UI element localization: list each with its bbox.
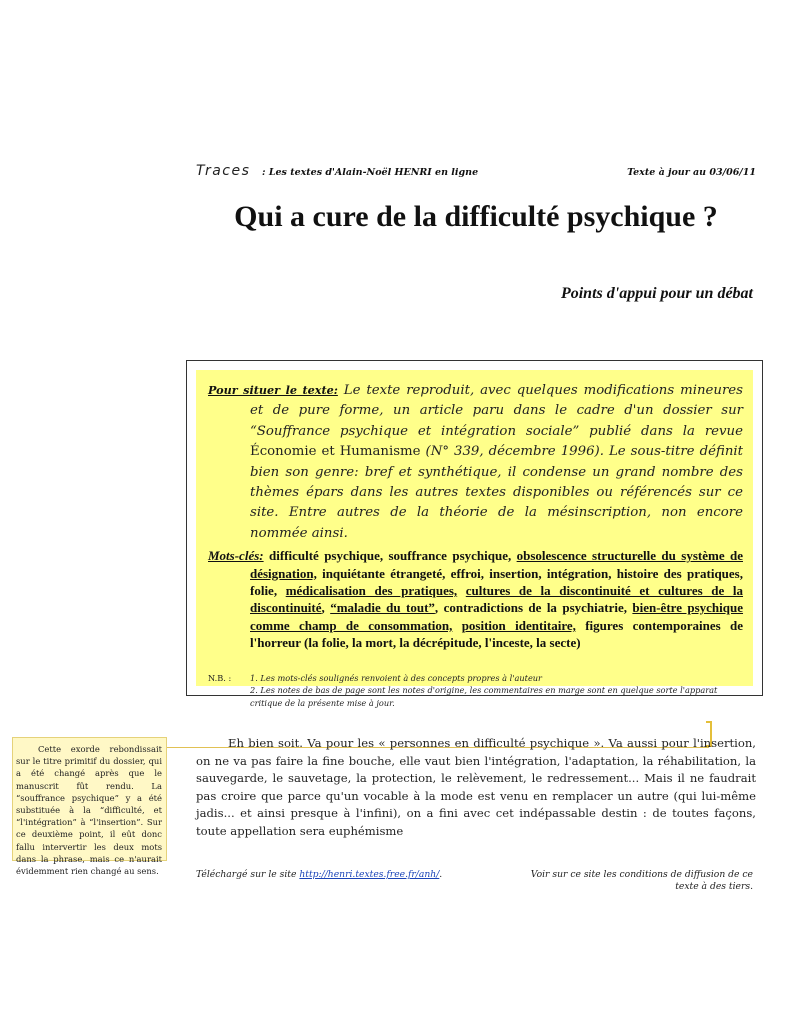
situation-label: Pour situer le texte: — [208, 383, 338, 397]
nb-text — [250, 672, 743, 710]
keywords-text — [452, 618, 461, 633]
footer-download — [196, 869, 442, 880]
nb-note-1: 1. Les mots-clés soulignés renvoient à des concepts propres à l'auteur — [250, 672, 542, 683]
page-header — [196, 163, 756, 183]
keyword-concept: obsolescence structurelle du système de désignation, — [250, 548, 743, 581]
margin-comment[interactable] — [12, 737, 167, 877]
situation-text-b: (N° 339, décembre 1996). Le sous-titre définit bien son genre: bref et synthétique, il condense un grand nombre des thèmes épars dans les autres textes disponibles ou référencés sur ce site. Entre autres de la théorie de la mésinscription, non encore nommée ainsi. — [250, 444, 743, 541]
keyword-concept: bien-être psychique comme champ de consommation, — [250, 600, 744, 633]
margin-comment-text: Cette exorde rebondissait sur le titre primitif du dossier, qui a été changé après que le manuscrit fût rendu. La “souffrance psychique” y a été substituée à la “difficulté, et “l'intégration” à “l'insertion”. Sur ce deuxième point, il eût donc fallu intervertir les deux mots dans la phrase, mais ce n'aurait évidemment rien changé au sens. — [16, 744, 162, 877]
keyword-concept: position identitaire, — [461, 617, 576, 633]
page-title: Qui a cure de la difficulté psychique ? — [234, 200, 718, 233]
keywords-label: Mots-clés: — [208, 548, 264, 564]
nb-note-2: 2. Les notes de bas de page sont les notes d'origine, les commentaires en marge sont en quelque sorte l'apparat critique de la présente mise à jour. — [250, 685, 718, 708]
situation-text — [250, 383, 743, 541]
keywords-text: , — [321, 600, 331, 616]
site-link[interactable]: http://henri.textes.free.fr/anh/ — [299, 869, 440, 880]
keywords-paragraph — [208, 547, 743, 651]
summary-box — [186, 360, 763, 708]
nb-notes — [208, 672, 743, 710]
keyword-concept: médicalisation des pratiques, — [285, 583, 458, 599]
page-subtitle: Points d'appui pour un débat — [560, 285, 753, 302]
keywords-text: , contradictions de la psychiatrie, — [434, 600, 633, 616]
header-date: Texte à jour au 03/06/11 — [627, 167, 756, 178]
keywords-text: difficulté psychique, souffrance psychique, — [263, 548, 517, 564]
nb-label: N.B. : — [208, 672, 232, 683]
keywords-text: figures contemporaines de l'horreur (la folie, la mort, la décrépitude, l'inceste, la secte) — [250, 617, 743, 651]
revue-name: Économie et Humanisme — [250, 444, 421, 460]
situation-paragraph — [208, 380, 743, 544]
keyword-concept: cultures de la discontinuité et cultures de la discontinuité — [250, 583, 744, 616]
footer-download-text: Téléchargé sur le site — [196, 869, 300, 880]
situation-text-a: Le texte reproduit, avec quelques modifications mineures et de pure forme, un article paru dans le cadre d'un dossier sur “Souffrance psychique et intégration sociale” publié dans la revue — [250, 383, 743, 439]
keywords-text — [457, 583, 466, 598]
keywords-text: inquiétante étrangeté, effroi, insertion, intégration, histoire des pratiques, folie, — [250, 565, 743, 599]
header-subtitle: : Les textes d'Alain-Noël HENRI en ligne — [262, 167, 479, 178]
brand-logo-text: Traces — [196, 163, 251, 179]
footer-conditions: Voir sur ce site les conditions de diffusion de ce texte à des tiers. — [530, 869, 753, 892]
keyword-concept: “maladie du tout” — [330, 600, 435, 616]
body-paragraph: Eh bien soit. Va pour les « personnes en difficulté psychique ». Va aussi pour l'insertion, on ne va pas faire la fine bouche, elle vaut bien l'intégration, l'adaptation, la réhabilitation, la sauvegarde, le sauvetage, la protection, le relèvement, le redressement... Mais il ne faudrait pas croire que parce qu'un vocable à la mode est venu en remplacer un autre (qui lui-même jadis... et ainsi presque à l'infini), on a fini avec cet indépassable destin : de toutes façons, toute appellation sera euphémisme — [196, 736, 756, 838]
summary-box-highlight — [196, 370, 753, 708]
footer-download-end: . — [439, 869, 443, 880]
